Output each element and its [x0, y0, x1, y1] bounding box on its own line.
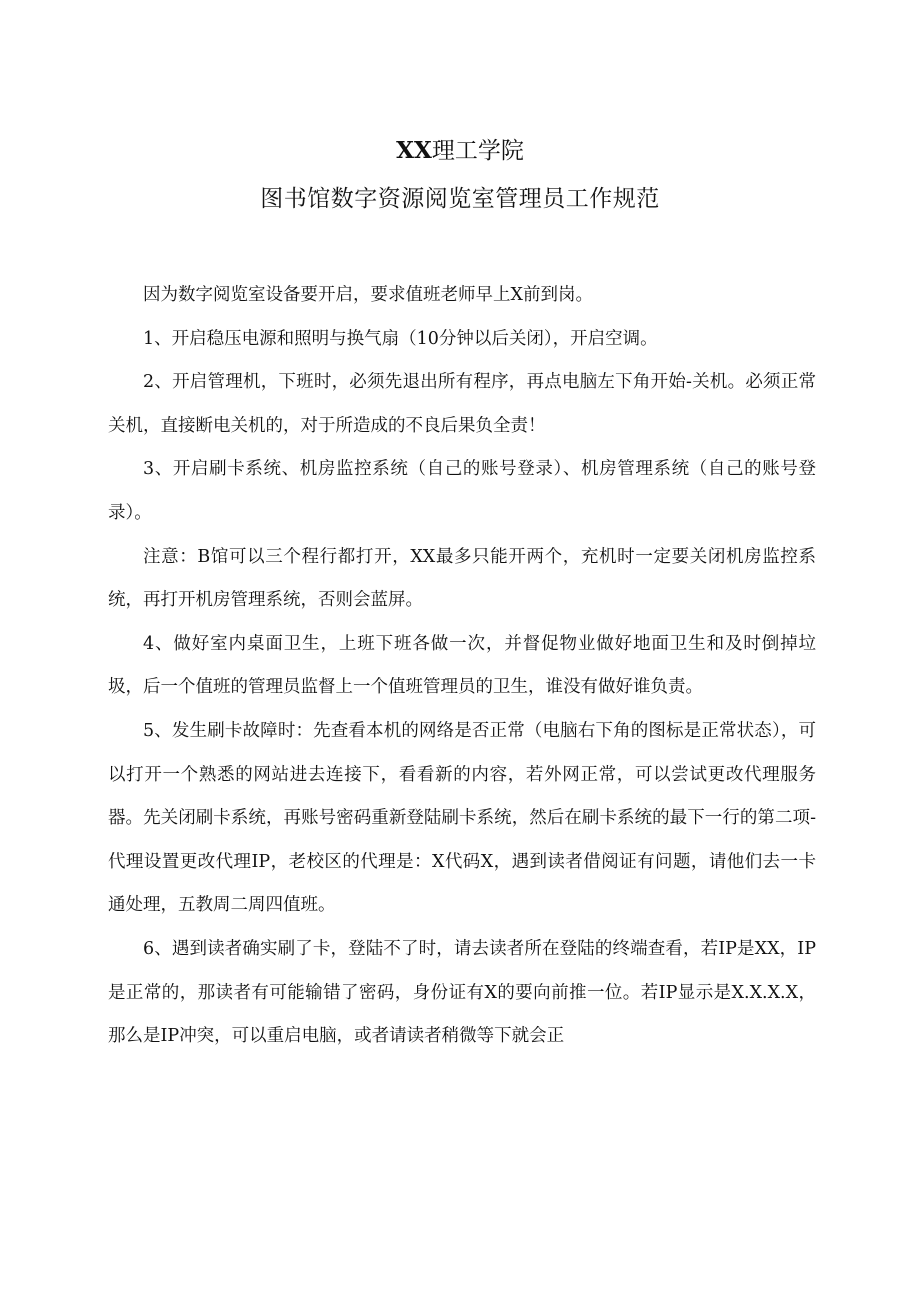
- paragraph-item-2: 2、开启管理机，下班时，必须先退出所有程序，再点电脑左下角开始-关机。必须正常关机，直接断电关机的，对于所造成的不良后果负全责！: [108, 372, 816, 436]
- paragraph-item-6: 6、遇到读者确实刷了卡，登陆不了时，请去读者所在登陆的终端查看，若IP是XX，IP是正常的，那读者有可能输错了密码，身份证有X的要向前推一位。若IP显示是X.X.X.X，那么是IP冲突，可以重启电脑，或者请读者稍微等下就会正: [108, 938, 816, 1047]
- title-suffix: 理工学院: [431, 138, 524, 164]
- paragraph-intro: 因为数字阅览室设备要开启，要求值班老师早上X前到岗。: [143, 285, 593, 305]
- paragraph-item-3: 3、开启刷卡系统、机房监控系统（自己的账号登录）、机房管理系统（自己的账号登录）。: [108, 459, 816, 523]
- document-title: 图书馆数字资源阅览室管理员工作规范: [260, 186, 660, 212]
- document-body: [108, 274, 816, 1059]
- paragraph-note: 注意：B馆可以三个程行都打开，XX最多只能开两个，充机时一定要关闭机房监控系统，再打开机房管理系统，否则会蓝屏。: [108, 546, 816, 611]
- paragraph-item-1: 1、开启稳压电源和照明与换气扇（10分钟以后关闭），开启空调。: [143, 328, 658, 349]
- document-title-institution: [0, 136, 920, 166]
- paragraph-item-4: 4、做好室内桌面卫生，上班下班各做一次，并督促物业做好地面卫生和及时倒掉垃圾，后一个值班的管理员监督上一个值班管理员的卫生，谁没有做好谁负责。: [108, 633, 816, 698]
- paragraph-item-5: 5、发生刷卡故障时：先查看本机的网络是否正常（电脑右下角的图标是正常状态），可以打开一个熟悉的网站进去连接下，看看新的内容，若外网正常，可以尝试更改代理服务器。先关闭刷卡系统，再账号密码重新登陆刷卡系统，然后在刷卡系统的最下一行的第二项-代理设置更改代理IP，老校区的代理是：X代码X，遇到读者借阅证有问题，请他们去一卡通处理，五教周二周四值班。: [108, 720, 816, 916]
- title-prefix: XX: [396, 137, 432, 164]
